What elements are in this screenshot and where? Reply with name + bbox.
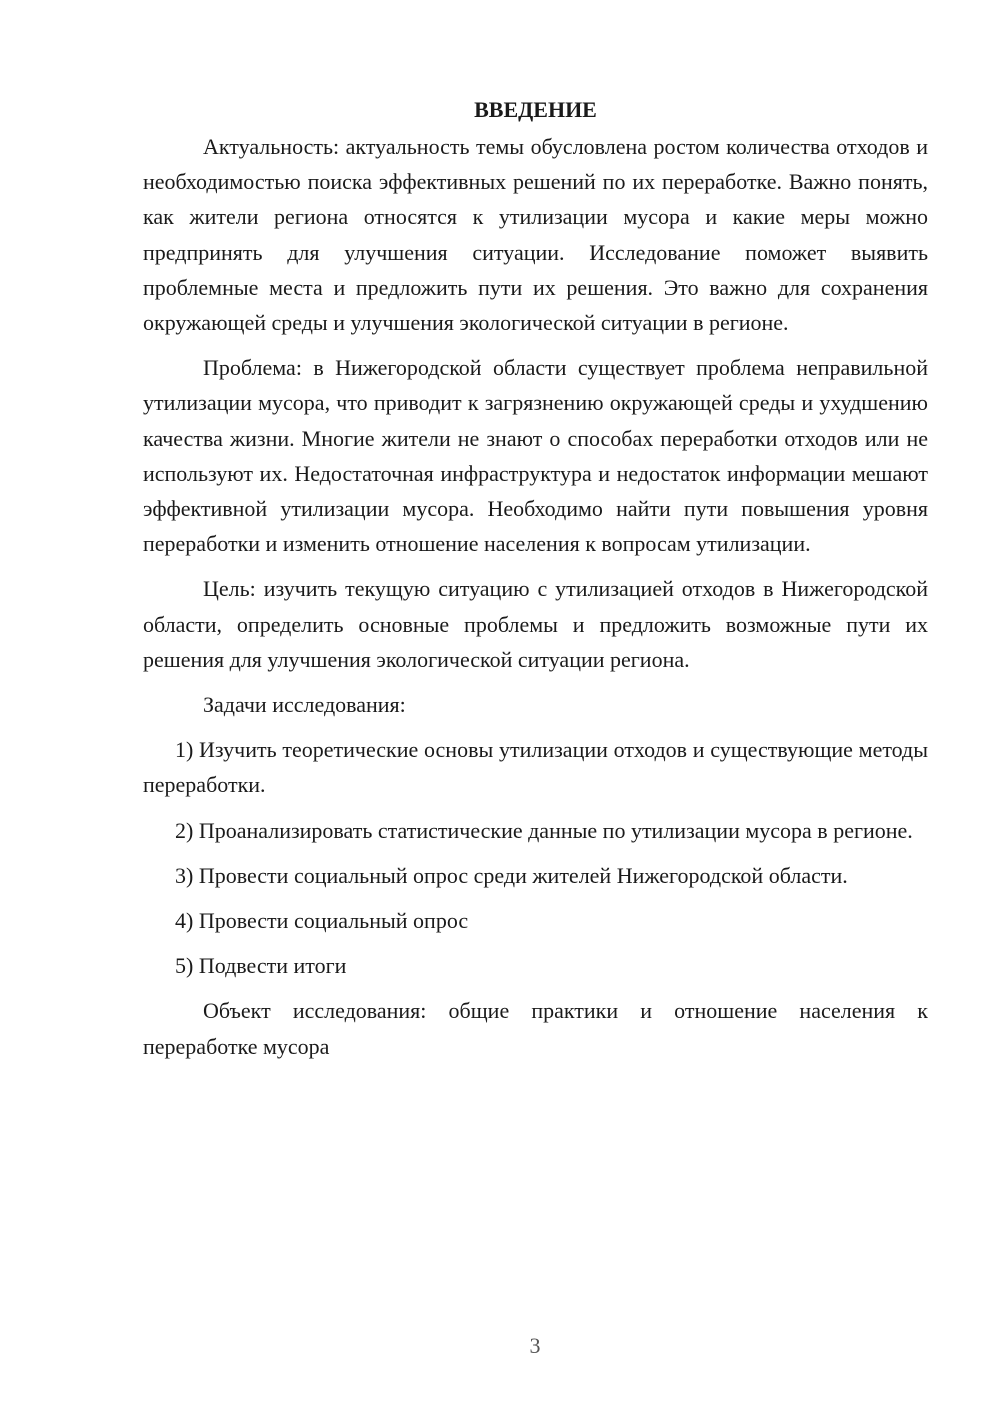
task-item-3: 3) Провести социальный опрос среди жителей Нижегородской области.	[175, 862, 848, 888]
task-item-2: 2) Проанализировать статистические данные по утилизации мусора в регионе.	[175, 817, 913, 843]
paragraph-goal: Цель: изучить текущую ситуацию с утилизацией отходов в Нижегородской области, определить основные проблемы и предложить возможные пути их решения для улучшения экологической ситуации региона.	[143, 576, 928, 672]
task-item-4: 4) Провести социальный опрос	[175, 908, 469, 934]
page-number: 3	[529, 1333, 541, 1358]
paragraph-object: Объект исследования: общие практики и отношение населения к переработке мусора	[143, 998, 928, 1059]
document-page	[143, 92, 928, 1064]
task-item-5: 5) Подвести итоги	[175, 953, 347, 979]
section-title: ВВЕДЕНИЕ	[474, 97, 597, 122]
paragraph-relevance: Актуальность: актуальность темы обусловлена ростом количества отходов и необходимостью поиска эффективных решений по их переработке. Важно понять, как жители региона относятся к утилизации мусора и какие меры можно предпринять для улучшения ситуации. Исследование поможет выявить проблемные места и предложить пути их решения. Это важно для сохранения окружающей среды и улучшения экологической ситуации в регионе.	[143, 134, 928, 336]
paragraph-problem: Проблема: в Нижегородской области существует проблема неправильной утилизации мусора, что приводит к загрязнению окружающей среды и ухудшению качества жизни. Многие жители не знают о способах переработки отходов или не используют их. Недостаточная инфраструктура и недостаток информации мешают эффективной утилизации мусора. Необходимо найти пути повышения уровня переработки и изменить отношение населения к вопросам утилизации.	[143, 355, 928, 557]
paragraph-tasks-heading: Задачи исследования:	[203, 692, 406, 718]
task-item-1: 1) Изучить теоретические основы утилизации отходов и существующие методы переработки.	[143, 737, 928, 798]
